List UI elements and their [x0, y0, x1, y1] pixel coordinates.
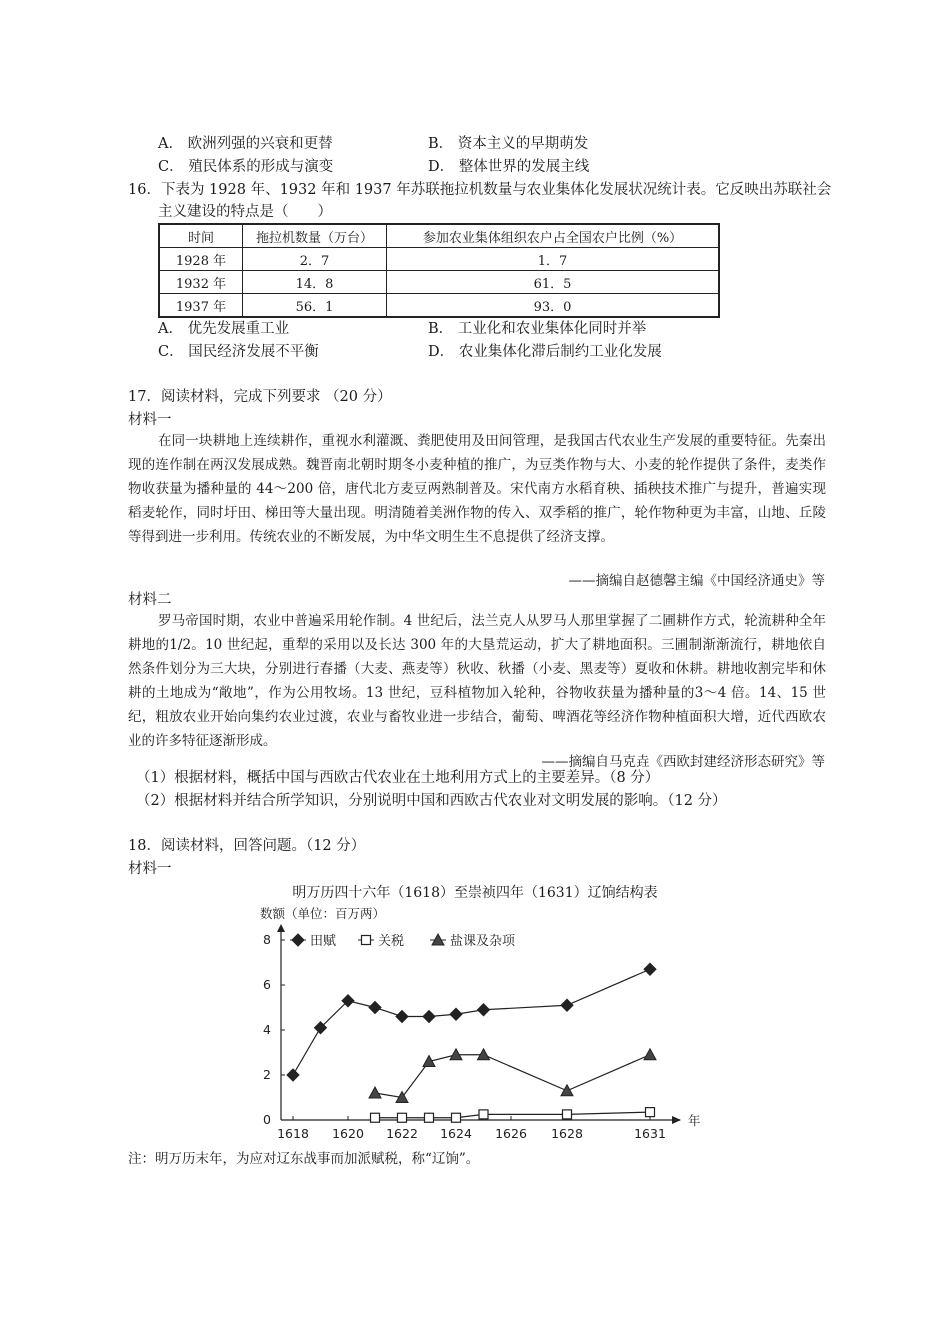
q17-material2-text: 罗马帝国时期，农业中普遍采用轮作制。4 世纪后，法兰克人从罗马人那里掌握了二圃耕作方式，轮流耕种全年耕地的1/2。10 世纪起，重犁的采用以及长达 300 年的大垦荒运动，扩大了耕地面积。三圃制渐渐流行，耕地依自然条件划分为三大块，分别进行春播（大麦、燕麦等）秋收、秋播（小麦、黑麦等）夏收和休耕。耕地收割完毕和休耕的土地成为“敞地”，作为公用牧场。13 世纪，豆科植物加入轮种，谷物收获量为播种量的3～4 倍。14、15 世纪，粗放农业开始向集约农业过渡，农业与畜牧业进一步结合，葡萄、啤酒花等经济作物种植面积大增，近代西欧农业的许多特征逐渐形成。 — [128, 613, 826, 749]
legend-diamond-point — [292, 934, 304, 946]
table-cell: 1937 年 — [159, 294, 243, 318]
q16-option-d: D． 农业集体化滞后制约工业化发展 — [428, 344, 662, 360]
diamond-point — [396, 1011, 408, 1023]
table-cell: 2．7 — [243, 248, 387, 271]
q17-material1-text: 在同一块耕地上连续耕作，重视水利灌溉、粪肥使用及田间管理，是我国古代农业生产发展的重要特征。先秦出现的连作制在两汉发展成熟。魏晋南北朝时期冬小麦种植的推广，为豆类作物与大、小麦的轮作提供了条件，麦类作物收获量为播种量的 44～200 倍，唐代北方麦豆两熟制普及。宋代南方水稻育秧、插秧技术推广与提升，普遍实现稻麦轮作，同时圩田、梯田等大量出现。明清随着美洲作物的传入、双季稻的推广，轮作物种更为丰富，山地、丘陵等得到进一步利用。传统农业的不断发展，为中华文明生生不息提供了经济支撑。 — [128, 433, 826, 545]
triangle-point — [561, 1085, 573, 1096]
y-tick-label: 4 — [263, 1022, 271, 1037]
y-tick-label: 6 — [263, 977, 271, 992]
diamond-point — [423, 1011, 435, 1023]
line-chart — [0, 898, 950, 1158]
table-cell: 1932 年 — [159, 271, 243, 294]
series-line-2 — [375, 1112, 650, 1118]
x-tick-label: 1626 — [495, 1126, 527, 1141]
q17-material1-label: 材料一 — [128, 412, 172, 428]
x-tick-label: 1628 — [551, 1126, 583, 1141]
q17-material2-source: ——摘编自马克垚《西欧封建经济形态研究》等 — [541, 754, 825, 770]
table-cell: 56．1 — [243, 294, 387, 318]
square-point — [452, 1113, 461, 1122]
series-line-1 — [293, 969, 650, 1075]
q17-stem: 17．阅读材料，完成下列要求 （20 分） — [128, 389, 392, 405]
triangle-point — [369, 1087, 381, 1098]
x-tick-label: 1618 — [277, 1126, 309, 1141]
square-point — [398, 1113, 407, 1122]
legend-label: 盐课及杂项 — [450, 934, 516, 949]
table-header-row — [159, 224, 719, 248]
q16-option-b: B． 工业化和农业集体化同时并举 — [428, 321, 647, 337]
diamond-point — [644, 963, 656, 975]
q18-stem: 18．阅读材料，回答问题。（12 分） — [128, 838, 366, 854]
diamond-point — [561, 999, 573, 1011]
y-tick-label: 2 — [263, 1067, 271, 1082]
table-row — [159, 271, 719, 294]
q17-material2-label: 材料二 — [128, 592, 172, 608]
q17-material1-source: ——摘编自赵德馨主编《中国经济通史》等 — [568, 573, 825, 589]
triangle-point — [644, 1049, 656, 1060]
legend-square-point — [362, 936, 371, 945]
diamond-point — [369, 1002, 381, 1014]
q17-requirement-1: （1）根据材料，概括中国与西欧古代农业在土地利用方式上的主要差异。（8 分） — [136, 770, 660, 786]
square-point — [563, 1110, 572, 1119]
q15-option-c: C． 殖民体系的形成与演变 — [158, 159, 334, 175]
x-tick-label: 1624 — [440, 1126, 472, 1141]
x-axis-label: 年 — [688, 1113, 701, 1128]
x-tick-label: 1620 — [332, 1126, 364, 1141]
table-cell: 61．5 — [387, 271, 720, 294]
q15-option-d: D． 整体世界的发展主线 — [428, 159, 590, 175]
table-cell: 1．7 — [387, 248, 720, 271]
series-line-3 — [375, 1055, 650, 1098]
q18-material1-label: 材料一 — [128, 861, 172, 877]
diamond-point — [450, 1008, 462, 1020]
diamond-point — [287, 1069, 299, 1081]
q17-requirement-2: （2）根据材料并结合所学知识，分别说明中国和西欧古代农业对文明发展的影响。（12 分） — [136, 793, 727, 809]
square-point — [479, 1110, 488, 1119]
x-tick-label: 1631 — [634, 1126, 666, 1141]
table-header-cell: 拖拉机数量（万台） — [243, 224, 387, 248]
q15-option-b: B． 资本主义的早期萌发 — [428, 136, 589, 152]
square-point — [371, 1113, 380, 1122]
table-row — [159, 294, 719, 318]
y-tick-label: 0 — [263, 1112, 271, 1127]
legend-label: 田赋 — [310, 934, 337, 949]
square-point — [646, 1108, 655, 1117]
q16-table — [158, 223, 720, 318]
q16-stem-line1: 16．下表为 1928 年、1932 年和 1937 年苏联拖拉机数量与农业集体化发展状况统计表。它反映出苏联社会 — [128, 182, 832, 198]
diamond-point — [478, 1004, 490, 1016]
y-axis-arrow — [277, 924, 285, 932]
q15-option-a: A． 欧洲列强的兴衰和更替 — [158, 136, 333, 152]
q16-option-c: C． 国民经济发展不平衡 — [158, 344, 319, 360]
x-axis-arrow — [672, 1116, 681, 1124]
table-cell: 14．8 — [243, 271, 387, 294]
y-tick-label: 8 — [263, 932, 271, 947]
x-tick-label: 1622 — [386, 1126, 418, 1141]
legend-label: 关税 — [378, 934, 405, 949]
chart-title: 明万历四十六年（1618）至崇祯四年（1631）辽饷结构表 — [292, 885, 658, 901]
q18-note: 注：明万历末年，为应对辽东战事而加派赋税，称“辽饷”。 — [128, 1151, 480, 1167]
y-axis-label: 数额（单位：百万两） — [260, 906, 386, 921]
table-cell: 1928 年 — [159, 248, 243, 271]
q16-option-a: A． 优先发展重工业 — [158, 321, 290, 337]
q16-stem-line2: 主义建设的特点是（ ） — [158, 204, 332, 220]
table-header-cell: 参加农业集体组织农户占全国农户比例（%） — [387, 224, 720, 248]
table-cell: 93．0 — [387, 294, 720, 318]
table-header-cell: 时间 — [159, 224, 243, 248]
square-point — [425, 1113, 434, 1122]
table-row — [159, 248, 719, 271]
